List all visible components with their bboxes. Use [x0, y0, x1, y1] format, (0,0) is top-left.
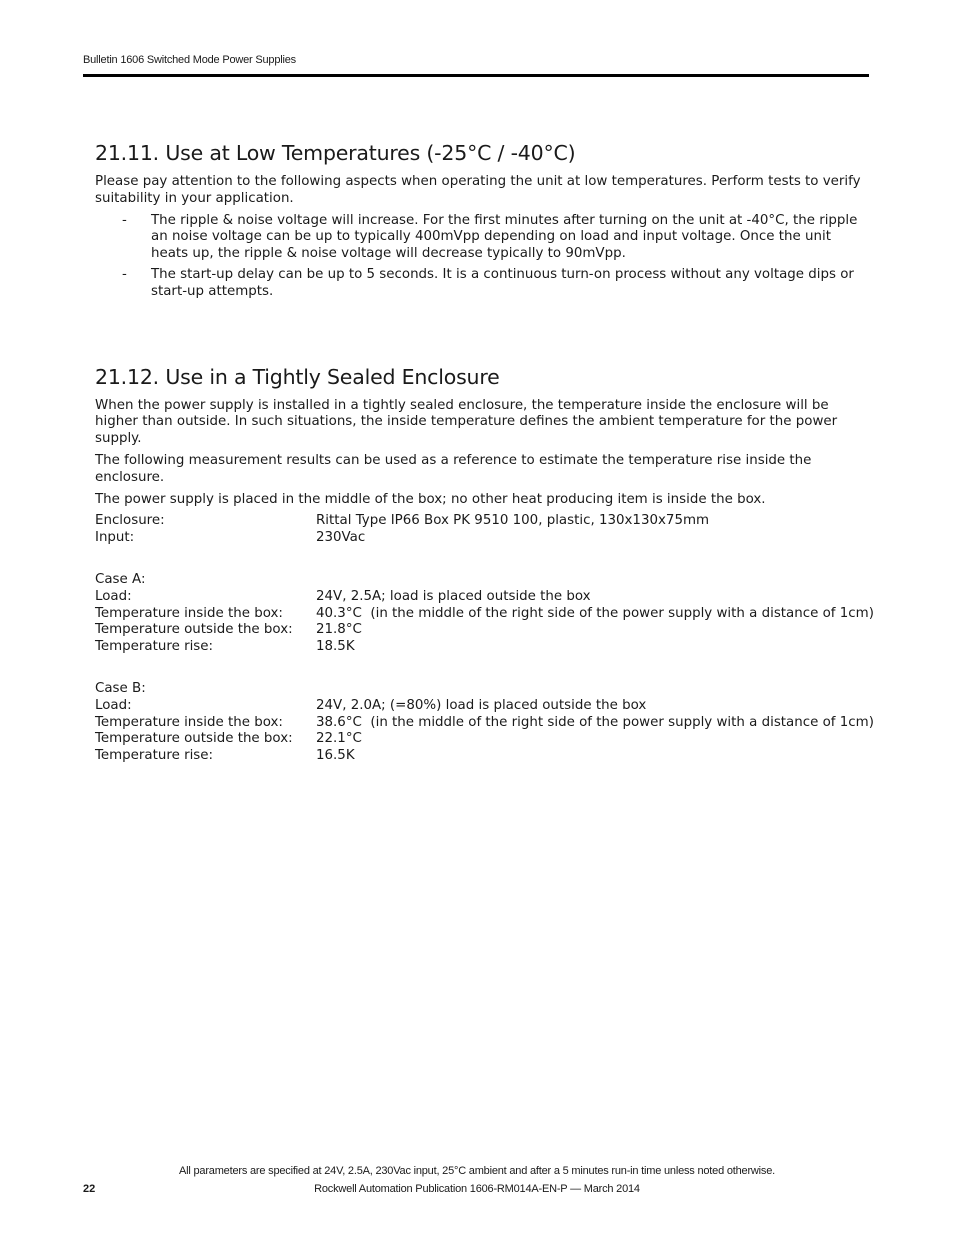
bullet-list	[95, 213, 870, 301]
spacer	[95, 656, 870, 681]
row-value: Rittal Type IP66 Box PK 9510 100, plastic, 130x130x75mm	[316, 513, 710, 529]
bullet-dash: -	[122, 266, 127, 282]
row-label: Temperature outside the box:	[95, 731, 293, 747]
row-label: Temperature rise:	[95, 639, 214, 655]
setup-table	[95, 513, 870, 547]
footer-note: All parameters are specified at 24V, 2.5A, 230Vac input, 25°C ambient and after a 5 minutes run-in time unless noted otherwise.	[179, 1165, 775, 1177]
case-row	[95, 589, 870, 606]
row-value: 40.3°C (in the middle of the right side of the power supply with a distance of 1cm)	[316, 605, 874, 621]
case-row	[95, 639, 870, 656]
row-label: Temperature rise:	[95, 748, 214, 764]
bullet-item	[95, 267, 870, 301]
paragraph: The power supply is placed in the middle of the box; no other heat producing item is inside the box.	[95, 491, 766, 507]
case-row	[95, 714, 874, 732]
section-sealed-enclosure	[95, 364, 874, 765]
case-a-table	[95, 571, 874, 656]
row-label: Load:	[95, 697, 132, 713]
row-label: Temperature inside the box:	[95, 605, 283, 621]
row-value: 24V, 2.5A; load is placed outside the box	[316, 588, 591, 604]
row-label: Temperature outside the box:	[95, 622, 293, 638]
paragraph: When the power supply is installed in a tightly sealed enclosure, the temperature inside the enclosure will be higher than outside. In such situations, the inside temperature defines the ambient temperature for the power supply.	[95, 397, 838, 447]
section-low-temperatures	[95, 140, 870, 301]
case-row	[95, 748, 870, 765]
setup-row	[95, 513, 870, 530]
row-value: 230Vac	[316, 530, 366, 546]
header-rule	[83, 74, 869, 77]
bullet-text: The start-up delay can be up to 5 seconds. It is a continuous turn-on process without any voltage dips or start-up attempts.	[151, 266, 854, 299]
row-label: Enclosure:	[95, 513, 165, 529]
setup-row	[95, 530, 870, 547]
paragraph: The following measurement results can be used as a reference to estimate the temperature rise inside the enclosure.	[95, 452, 812, 485]
case-row	[95, 698, 870, 715]
running-header: Bulletin 1606 Switched Mode Power Supplies	[83, 54, 296, 66]
row-value: 21.8°C	[316, 622, 362, 638]
row-value: 38.6°C (in the middle of the right side of the power supply with a distance of 1cm)	[316, 714, 874, 730]
row-label: Temperature inside the box:	[95, 714, 283, 730]
row-value: 24V, 2.0A; (=80%) load is placed outside the box	[316, 697, 647, 713]
section-heading: 21.12. Use in a Tightly Sealed Enclosure	[95, 364, 500, 389]
case-row	[95, 731, 870, 748]
bullet-dash: -	[122, 212, 127, 228]
page-number: 22	[83, 1183, 96, 1195]
row-label: Input:	[95, 530, 135, 546]
case-row	[95, 622, 870, 639]
case-title: Case A:	[95, 571, 146, 587]
bullet-text: The ripple & noise voltage will increase. For the first minutes after turning on the unit at -40°C, the ripple an noise voltage can be up to typically 400mVpp depending on load and input voltage. Once the unit heats up, the ripple & noise voltage will decrease typically to 90mVpp.	[151, 212, 858, 262]
case-b-table	[95, 680, 874, 765]
page-content	[95, 140, 874, 765]
bullet-item	[95, 213, 870, 263]
row-label: Load:	[95, 588, 132, 604]
section-heading: 21.11. Use at Low Temperatures (-25°C / -40°C)	[95, 141, 576, 165]
case-title: Case B:	[95, 680, 146, 696]
section-intro: Please pay attention to the following aspects when operating the unit at low temperatures. Perform tests to verify suitability in your application.	[95, 174, 861, 206]
spacer	[95, 547, 870, 572]
row-value: 16.5K	[316, 748, 355, 764]
footer-publication: Rockwell Automation Publication 1606-RM014A-EN-P — March 2014	[314, 1183, 640, 1195]
row-value: 18.5K	[316, 639, 355, 655]
row-value: 22.1°C	[316, 731, 362, 747]
case-row	[95, 605, 874, 623]
